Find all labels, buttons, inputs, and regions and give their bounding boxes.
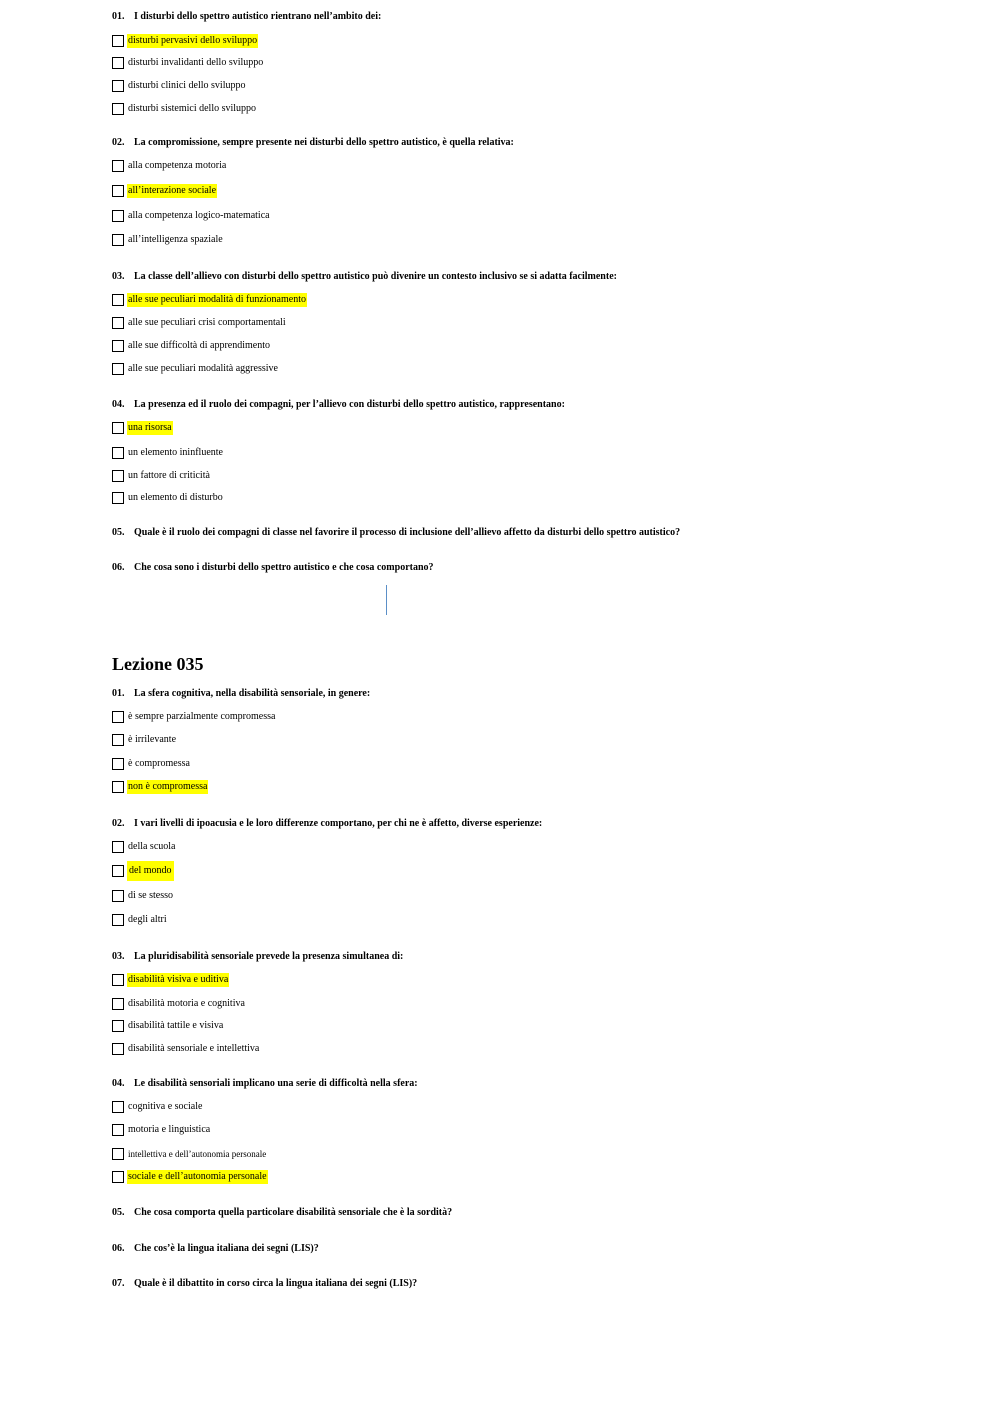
answer-option[interactable]: degli altri: [112, 912, 168, 928]
checkbox[interactable]: [112, 340, 124, 352]
checkbox[interactable]: [112, 841, 124, 853]
checkbox[interactable]: [112, 210, 124, 222]
checkbox[interactable]: [112, 998, 124, 1010]
answer-option[interactable]: motoria e linguistica: [112, 1122, 211, 1138]
checkbox[interactable]: [112, 1101, 124, 1113]
checkbox[interactable]: [112, 234, 124, 246]
checkbox[interactable]: [112, 317, 124, 329]
question-title: 05. Quale è il ruolo dei compagni di classe nel favorire il processo di inclusione dell’allievo affetto da disturbi dello spettro autistico?: [112, 527, 681, 538]
checkbox[interactable]: [112, 758, 124, 770]
checkbox[interactable]: [112, 294, 124, 306]
checkbox[interactable]: [112, 781, 124, 793]
checkbox[interactable]: [112, 1124, 124, 1136]
checkbox[interactable]: [112, 1043, 124, 1055]
checkbox[interactable]: [112, 160, 124, 172]
question-title: 06. Che cosa sono i disturbi dello spettro autistico e che cosa comportano?: [112, 562, 434, 573]
question-title: 01. La sfera cognitiva, nella disabilità sensoriale, in genere:: [112, 688, 371, 699]
answer-option[interactable]: alle sue difficoltà di apprendimento: [112, 338, 271, 354]
checkbox[interactable]: [112, 492, 124, 504]
answer-option[interactable]: è sempre parzialmente compromessa: [112, 709, 276, 725]
answer-option[interactable]: alle sue peculiari modalità aggressive: [112, 361, 279, 377]
answer-option[interactable]: disturbi clinici dello sviluppo: [112, 78, 247, 94]
answer-option[interactable]: disturbi invalidanti dello sviluppo: [112, 55, 264, 71]
answer-option[interactable]: un fattore di criticità: [112, 468, 211, 484]
question-title: 02. La compromissione, sempre presente nei disturbi dello spettro autistico, è quella relativa:: [112, 137, 514, 148]
answer-option[interactable]: non è compromessa: [112, 779, 208, 795]
checkbox[interactable]: [112, 422, 124, 434]
question-title: 04. Le disabilità sensoriali implicano una serie di difficoltà nella sfera:: [112, 1078, 418, 1089]
question-title: 04. La presenza ed il ruolo dei compagni, per l’allievo con disturbi dello spettro autistico, rappresentano:: [112, 399, 565, 410]
answer-option[interactable]: alla competenza logico-matematica: [112, 208, 271, 224]
answer-option[interactable]: di se stesso: [112, 888, 174, 904]
question-title: 07. Quale è il dibattito in corso circa la lingua italiana dei segni (LIS)?: [112, 1278, 418, 1289]
question-title: 05. Che cosa comporta quella particolare disabilità sensoriale che è la sordità?: [112, 1207, 453, 1218]
answer-option[interactable]: alla competenza motoria: [112, 158, 227, 174]
answer-option[interactable]: alle sue peculiari modalità di funzionamento: [112, 292, 307, 308]
checkbox[interactable]: [112, 890, 124, 902]
answer-option[interactable]: all’intelligenza spaziale: [112, 232, 224, 248]
checkbox[interactable]: [112, 1148, 124, 1160]
answer-option[interactable]: un elemento ininfluente: [112, 445, 224, 461]
checkbox[interactable]: [112, 914, 124, 926]
answer-option[interactable]: cognitiva e sociale: [112, 1099, 203, 1115]
question-title: 03. La pluridisabilità sensoriale prevede la presenza simultanea di:: [112, 951, 404, 962]
checkbox[interactable]: [112, 974, 124, 986]
answer-option[interactable]: all’interazione sociale: [112, 183, 217, 199]
checkbox[interactable]: [112, 363, 124, 375]
answer-option[interactable]: disabilità visiva e uditiva: [112, 972, 229, 988]
question-title: 02. I vari livelli di ipoacusia e le loro differenze comportano, per chi ne è affetto, diverse esperienze:: [112, 818, 543, 829]
answer-option[interactable]: disabilità sensoriale e intellettiva: [112, 1041, 260, 1057]
answer-option[interactable]: alle sue peculiari crisi comportamentali: [112, 315, 287, 331]
section-heading: Lezione 035: [112, 654, 204, 674]
checkbox[interactable]: [112, 734, 124, 746]
answer-option[interactable]: disturbi sistemici dello sviluppo: [112, 101, 257, 117]
question-title: 01. I disturbi dello spettro autistico rientrano nell’ambito dei:: [112, 11, 382, 22]
answer-option[interactable]: disturbi pervasivi dello sviluppo: [112, 33, 258, 49]
answer-option[interactable]: del mondo: [112, 863, 174, 879]
checkbox[interactable]: [112, 1171, 124, 1183]
checkbox[interactable]: [112, 80, 124, 92]
answer-option[interactable]: una risorsa: [112, 420, 173, 436]
checkbox[interactable]: [112, 35, 124, 47]
checkbox[interactable]: [112, 447, 124, 459]
answer-option[interactable]: un elemento di disturbo: [112, 490, 224, 506]
checkbox[interactable]: [112, 57, 124, 69]
checkbox[interactable]: [112, 865, 124, 877]
answer-option[interactable]: sociale e dell’autonomia personale: [112, 1169, 268, 1185]
checkbox[interactable]: [112, 711, 124, 723]
answer-option[interactable]: intellettiva e dell’autonomia personale: [112, 1146, 267, 1162]
checkbox[interactable]: [112, 1020, 124, 1032]
question-title: 06. Che cos’è la lingua italiana dei segni (LIS)?: [112, 1243, 319, 1254]
answer-option[interactable]: disabilità tattile e visiva: [112, 1018, 224, 1034]
question-title: 03. La classe dell’allievo con disturbi dello spettro autistico può divenire un contesto inclusivo se si adatta facilmente:: [112, 271, 617, 282]
answer-option[interactable]: disabilità motoria e cognitiva: [112, 996, 246, 1012]
answer-option[interactable]: della scuola: [112, 839, 176, 855]
checkbox[interactable]: [112, 103, 124, 115]
checkbox[interactable]: [112, 185, 124, 197]
answer-option[interactable]: è compromessa: [112, 756, 191, 772]
text-cursor: [386, 585, 387, 615]
checkbox[interactable]: [112, 470, 124, 482]
answer-option[interactable]: è irrilevante: [112, 732, 177, 748]
